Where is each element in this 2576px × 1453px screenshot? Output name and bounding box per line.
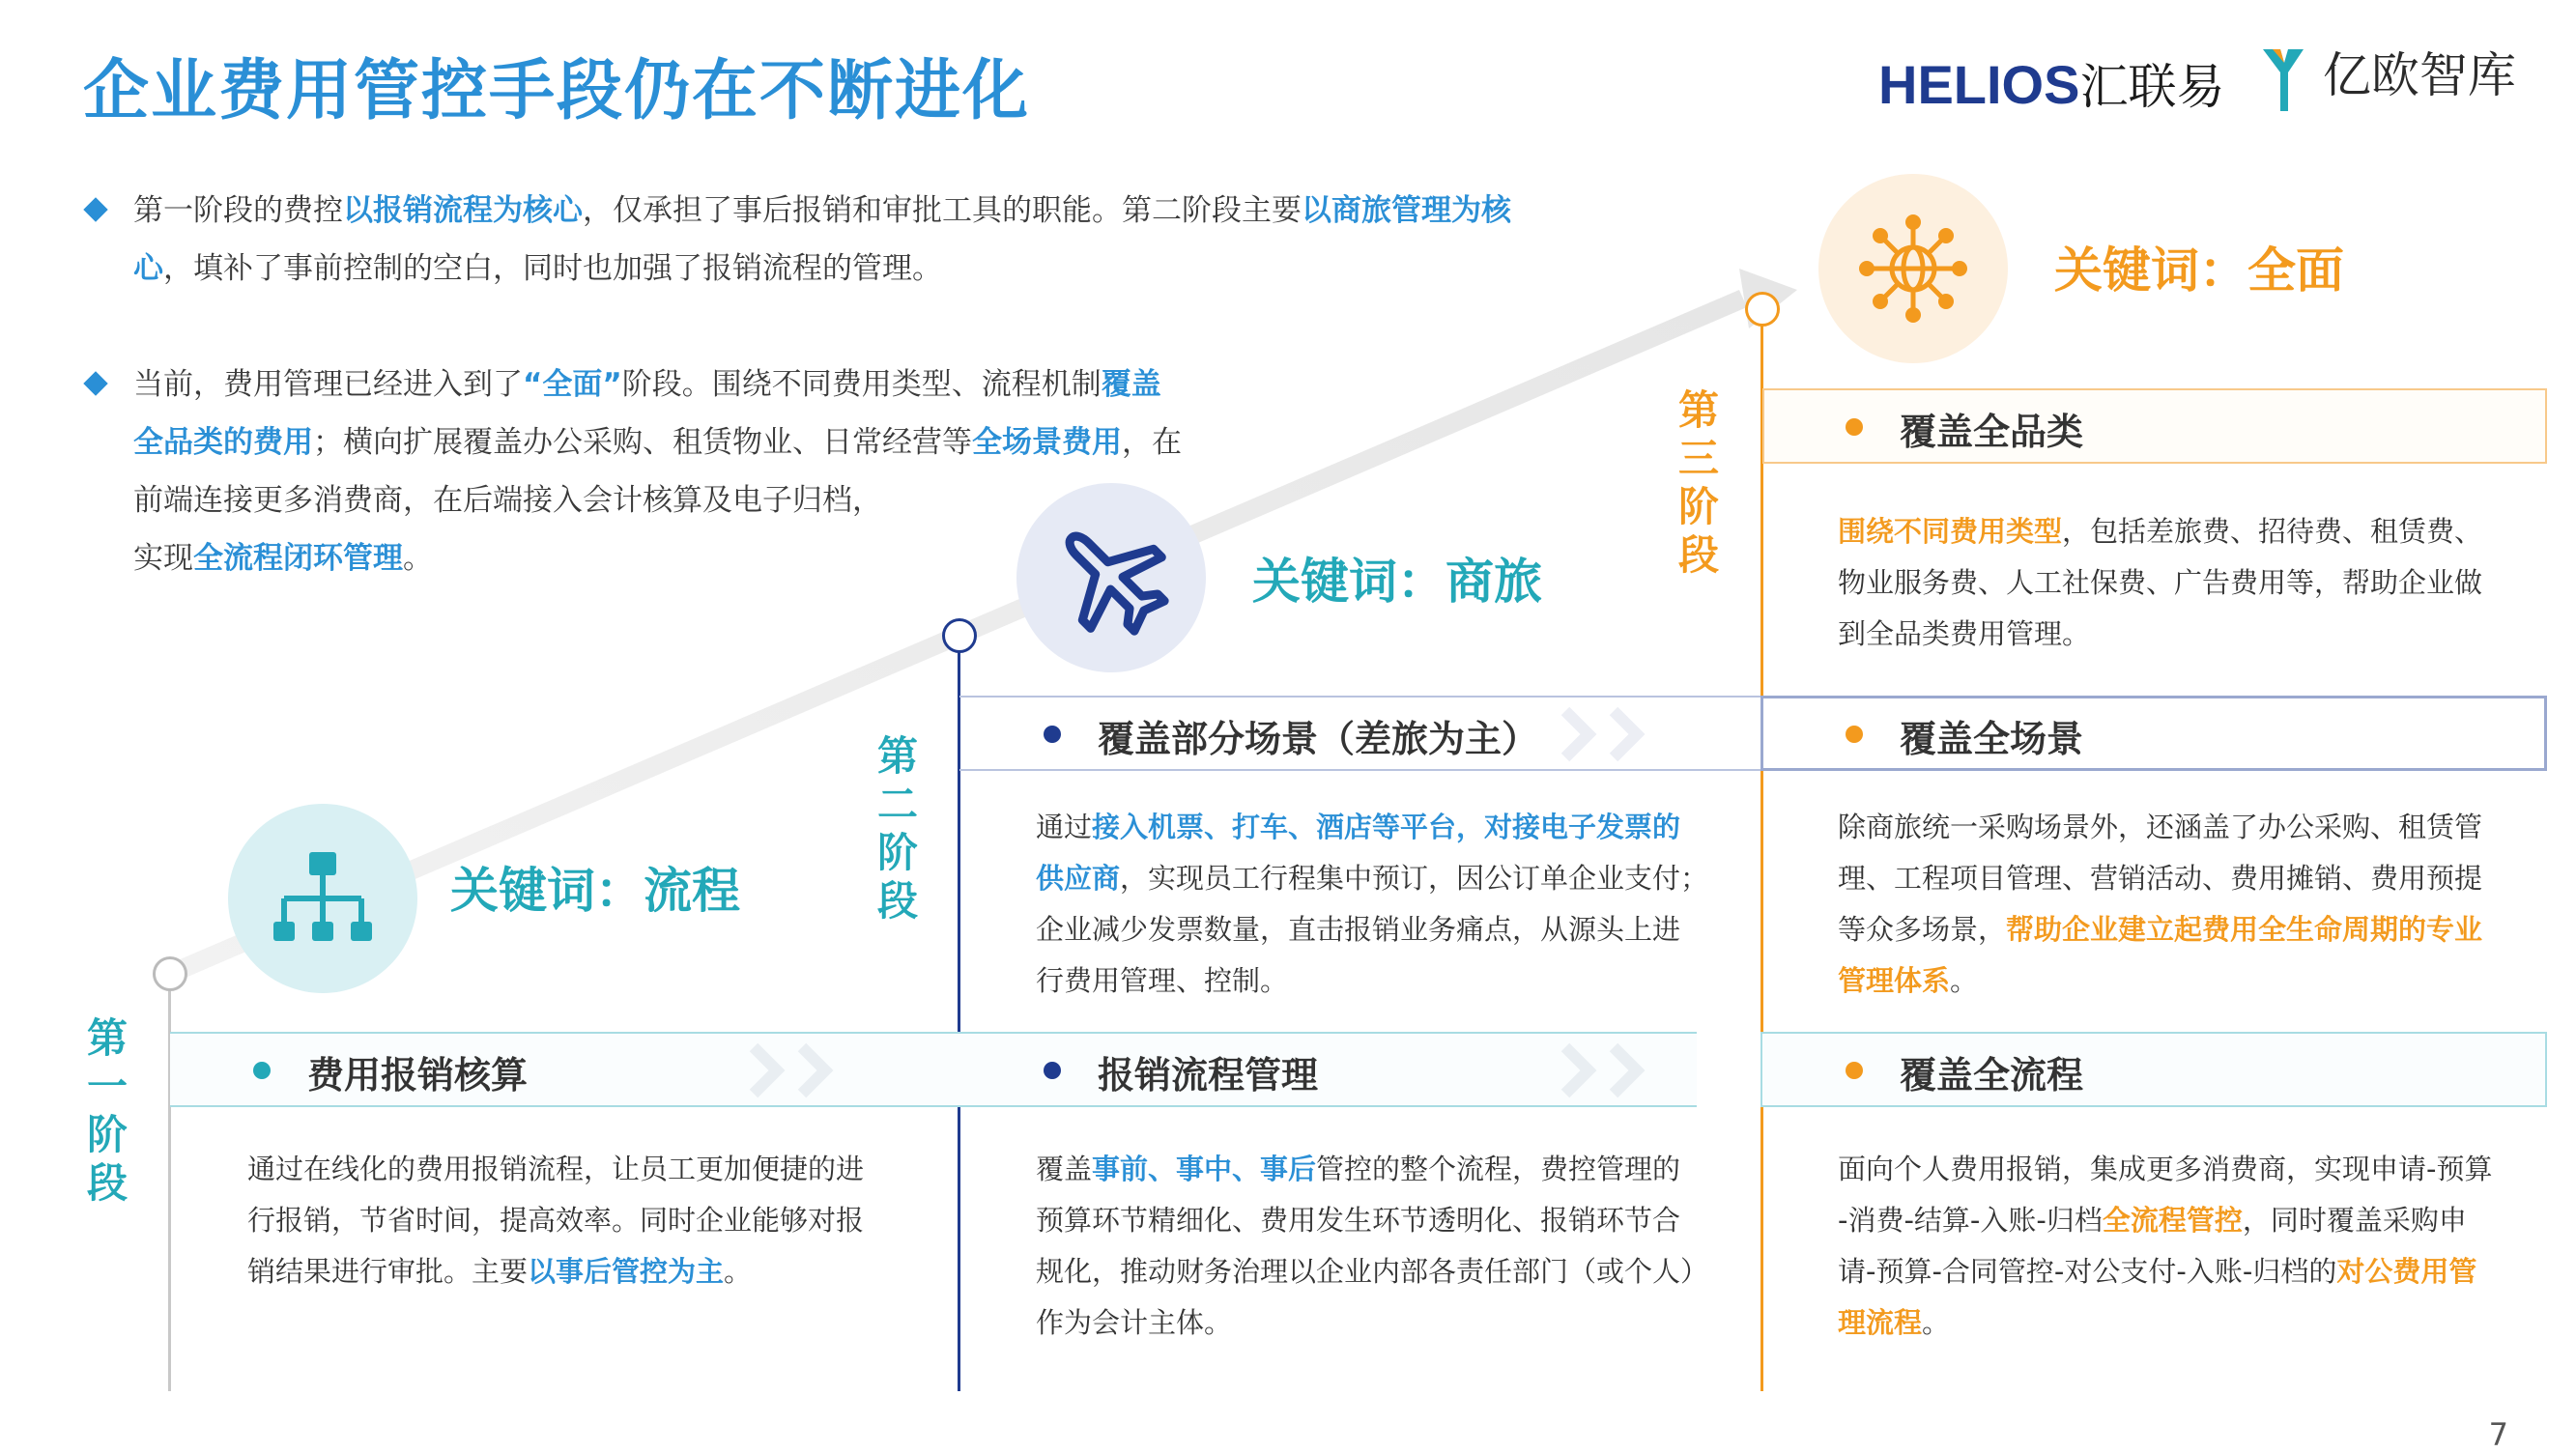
band-b1-dot xyxy=(253,1062,271,1079)
text-line xyxy=(1838,904,2482,955)
highlight-text-orange: 对公费用管 xyxy=(2336,1255,2477,1288)
stage2-label: 第二阶段 xyxy=(876,732,918,925)
text-segment: 除商旅统一采购场景外，还涵盖了办公采购、租赁管 xyxy=(1838,811,2483,843)
stage2-keyword: 关键词：商旅 xyxy=(1252,554,1542,610)
text-line xyxy=(1838,506,2482,557)
text-line xyxy=(1036,904,1708,955)
band-b5-label: 覆盖全场景 xyxy=(1900,718,2084,760)
text-segment: 理、工程项目管理、营销活动、费用摊销、费用预提 xyxy=(1838,862,2483,895)
text-segment: 规化，推动财务治理以企业内部各责任部门（或个人） xyxy=(1036,1255,1709,1288)
highlight-text-orange: 理流程 xyxy=(1838,1306,1923,1339)
chevron-decoration-2 xyxy=(1546,1040,1701,1101)
text-line xyxy=(1838,955,2482,1007)
text-line xyxy=(1036,1246,1708,1297)
band-b6-label: 覆盖全品类 xyxy=(1900,411,2084,453)
text-line xyxy=(1838,557,2482,609)
stage3-scene-text xyxy=(1838,802,2482,1007)
band-b5-box xyxy=(1760,696,2547,771)
stage3-marker xyxy=(1745,292,1780,327)
text-segment: 前端连接更多消费商，在后端接入会计核算及电子归档， xyxy=(133,483,882,518)
band-b2-dot xyxy=(1044,1062,1061,1079)
highlight-text: 接入机票、打车、酒店等平台，对接电子发票的 xyxy=(1092,811,1681,843)
hierarchy-icon xyxy=(228,804,417,993)
text-line xyxy=(1838,802,2482,853)
highlight-text: 覆盖 xyxy=(1101,367,1161,402)
helios-logo-cn: 汇联易 xyxy=(2079,59,2225,115)
text-segment: 到全品类费用管理。 xyxy=(1838,617,2091,650)
stage2-marker xyxy=(942,618,977,653)
text-segment: 预算环节精细化、费用发生环节透明化、报销环节合 xyxy=(1036,1204,1681,1237)
highlight-text: 事前、事中、事后 xyxy=(1092,1153,1317,1185)
text-line xyxy=(1036,802,1708,853)
stage1-label: 第一阶段 xyxy=(86,1014,128,1207)
text-line xyxy=(1838,609,2482,660)
band-b6-box xyxy=(1762,388,2547,464)
highlight-text: 以事后管控为主 xyxy=(528,1255,725,1288)
text-segment: 通过在线化的费用报销流程，让员工更加便捷的进 xyxy=(247,1153,865,1185)
text-line xyxy=(1036,1195,1708,1246)
stage3-icon-circle xyxy=(1818,174,2008,363)
text-segment: 等众多场景， xyxy=(1838,913,2007,946)
helios-logo-text: HELIOS xyxy=(1878,54,2080,115)
text-segment: 销结果进行审批。主要 xyxy=(247,1255,529,1288)
band-b5-dot xyxy=(1846,726,1863,743)
stage1-process-text xyxy=(247,1144,864,1297)
text-segment: 。 xyxy=(1922,1306,1951,1339)
text-line xyxy=(1838,1195,2492,1246)
highlight-text: 供应商 xyxy=(1036,862,1121,895)
text-segment: 。 xyxy=(1950,964,1979,997)
text-segment: 。 xyxy=(403,541,433,576)
text-segment: 行报销，节省时间，提高效率。同时企业能够对报 xyxy=(247,1204,865,1237)
stage3-keyword: 关键词：全面 xyxy=(2054,242,2344,299)
band-b1-label: 费用报销核算 xyxy=(307,1054,529,1097)
page-title: 企业费用管控手段仍在不断进化 xyxy=(83,53,1031,129)
text-segment: ，填补了事前控制的空白，同时也加强了报销流程的管理。 xyxy=(163,251,942,286)
text-line xyxy=(1838,853,2482,904)
stage3-line xyxy=(1760,311,1763,1391)
text-segment: 实现 xyxy=(133,541,193,576)
text-line xyxy=(247,1195,864,1246)
chevron-decoration-3 xyxy=(1546,703,1701,765)
text-segment: 第一阶段的费控 xyxy=(133,193,343,228)
text-segment: ，同时覆盖采购申 xyxy=(2242,1204,2467,1237)
stage1-icon-circle xyxy=(228,804,417,993)
text-segment: 物业服务费、人工社保费、广告费用等，帮助企业做 xyxy=(1838,566,2483,599)
stage3-label: 第三阶段 xyxy=(1677,386,1719,579)
band-b2-label: 报销流程管理 xyxy=(1098,1054,1319,1097)
text-line xyxy=(247,1246,864,1297)
highlight-text: 全场景费用 xyxy=(972,425,1122,460)
text-segment: ，仅承担了事后报销和审批工具的职能。第二阶段主要 xyxy=(583,193,1302,228)
highlight-text-orange: 围绕不同费用类型 xyxy=(1838,515,2063,548)
text-segment: 通过 xyxy=(1036,811,1093,843)
text-segment: ；横向扩展覆盖办公采购、租赁物业、日常经营等 xyxy=(313,425,972,460)
text-segment: 当前，费用管理已经进入到了 xyxy=(133,367,523,402)
text-segment: 面向个人费用报销，集成更多消费商，实现申请-预算 xyxy=(1838,1153,2493,1185)
highlight-text-orange: 全流程管控 xyxy=(2102,1204,2243,1237)
highlight-text-orange: 管理体系 xyxy=(1838,964,1951,997)
stage2-icon-circle xyxy=(1016,483,1206,672)
text-segment: 企业减少发票数量，直击报销业务痛点，从源头上进 xyxy=(1036,913,1681,946)
text-line xyxy=(1036,853,1708,904)
text-line xyxy=(1036,1144,1708,1195)
text-segment: ，实现员工行程集中预订，因公订单企业支付； xyxy=(1120,862,1709,895)
band-b4-label: 覆盖部分场景（差旅为主） xyxy=(1098,718,1539,760)
text-segment: ，包括差旅费、招待费、租赁费、 xyxy=(2062,515,2483,548)
stage1-marker xyxy=(153,956,187,991)
band-b3-box xyxy=(1760,1032,2547,1107)
text-segment: 覆盖 xyxy=(1036,1153,1093,1185)
text-segment: -消费-结算-入账-归档 xyxy=(1838,1204,2103,1237)
band-b3-dot xyxy=(1846,1062,1863,1079)
text-segment: 请-预算-合同管控-对公支付-入账-归档的 xyxy=(1838,1255,2337,1288)
airplane-icon xyxy=(1016,483,1206,672)
stage2-process-text xyxy=(1036,1144,1708,1349)
stage2-scene-text xyxy=(1036,802,1708,1007)
yiou-logo-text: 亿欧智库 xyxy=(2322,47,2516,103)
text-line xyxy=(1036,1297,1708,1349)
stage1-keyword: 关键词：流程 xyxy=(450,863,740,919)
highlight-text: 心 xyxy=(133,251,163,286)
text-line xyxy=(1036,955,1708,1007)
chevron-decoration-1 xyxy=(734,1040,889,1101)
text-segment: ，在 xyxy=(1122,425,1182,460)
text-segment: 行费用管理、控制。 xyxy=(1036,964,1289,997)
text-segment: 阶段。围绕不同费用类型、流程机制 xyxy=(621,367,1102,402)
stage3-category-text xyxy=(1838,506,2482,660)
band-b4-dot xyxy=(1044,726,1061,743)
text-line xyxy=(1838,1144,2492,1195)
highlight-text: 以报销流程为核心 xyxy=(343,193,583,228)
text-segment: 。 xyxy=(724,1255,753,1288)
stage3-process-text xyxy=(1838,1144,2492,1349)
highlight-text: “全面” xyxy=(523,367,622,402)
band-b6-dot xyxy=(1846,418,1863,436)
highlight-text: 全品类的费用 xyxy=(133,425,313,460)
globe-network-icon xyxy=(1818,174,2008,363)
text-segment: 管控的整个流程，费控管理的 xyxy=(1316,1153,1681,1185)
band-b3-label: 覆盖全流程 xyxy=(1900,1054,2084,1097)
page-number: 7 xyxy=(2488,1416,2508,1453)
text-line xyxy=(1838,1246,2492,1297)
highlight-text-orange: 帮助企业建立起费用全生命周期的专业 xyxy=(2006,913,2483,946)
text-line xyxy=(1838,1297,2492,1349)
text-segment: 作为会计主体。 xyxy=(1036,1306,1233,1339)
highlight-text: 全流程闭环管理 xyxy=(193,541,403,576)
highlight-text: 以商旅管理为核 xyxy=(1302,193,1511,228)
text-line xyxy=(247,1144,864,1195)
